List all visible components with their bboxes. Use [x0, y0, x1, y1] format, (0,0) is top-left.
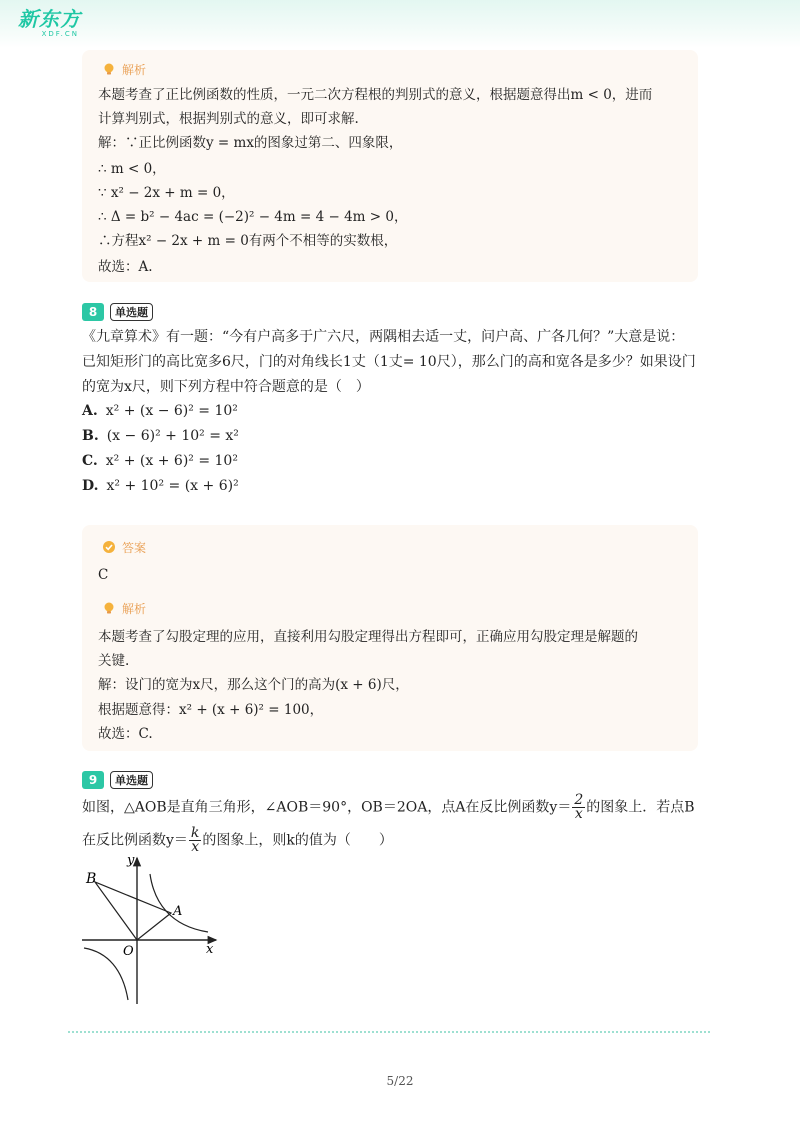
q7-analysis-line-7: ∴方程x² − 2x + m = 0有两个不相等的实数根， — [98, 233, 398, 249]
q8-answer-heading: 答案 — [102, 538, 146, 556]
q8-analysis-line-1: 本题考查了勾股定理的应用，直接利用勾股定理得出方程即可，正确应用勾股定理是解题的 — [98, 629, 638, 645]
q7-analysis-line-6: ∴ Δ = b² − 4ac = (−2)² − 4m = 4 − 4m > 0， — [98, 209, 408, 225]
triangle-aob — [95, 882, 171, 940]
fraction-2-over-x: $\frac{2}{x}$ — [574, 792, 584, 822]
header-band — [0, 0, 800, 48]
fraction-k-over-x: $\frac{k}{x}$ — [190, 825, 200, 855]
q7-analysis-line-5: ∵ x² − 2x + m = 0， — [98, 185, 235, 201]
q8-option-a[interactable]: A. x² + (x − 6)² = 10² — [82, 403, 238, 419]
lightbulb-icon — [102, 62, 116, 76]
q8-analysis-line-4: 根据题意得：x² + (x + 6)² = 100， — [98, 702, 324, 718]
q9-header — [82, 771, 153, 789]
label-o: O — [123, 944, 134, 959]
q8-option-c[interactable]: C. x² + (x + 6)² = 10² — [82, 453, 238, 469]
brand-logo — [18, 8, 81, 38]
q8-stem-line-3: 的宽为x尺，则下列方程中符合题意的是（ ） — [82, 379, 370, 395]
q8-stem-line-1: 《九章算术》有一题：“今有户高多于广六尺，两隅相去适一丈，问户高、广各几何？”大意是说： — [82, 329, 685, 345]
q8-answer-value: C — [98, 567, 109, 583]
q7-analysis-line-8: 故选：A. — [98, 259, 153, 275]
label-b: B — [86, 871, 97, 887]
q7-analysis-line-3: 解：∵正比例函数y = mx的图象过第二、四象限， — [98, 135, 403, 151]
q9-stem-line-2: 在反比例函数y＝ $\frac{k}{x}$ 的图象上，则k的值为（ ） — [82, 825, 393, 855]
q8-option-b[interactable]: B. (x − 6)² + 10² = x² — [82, 428, 239, 444]
lightbulb-icon — [102, 601, 116, 615]
logo-text: 新东方 — [18, 7, 81, 31]
hyperbola-third-quadrant — [84, 948, 128, 1000]
q8-analysis-heading: 解析 — [102, 599, 146, 617]
label-y: y — [127, 853, 135, 868]
q9-stem-line-1: 如图，△AOB是直角三角形，∠AOB＝90°，OB＝2OA，点A在反比例函数y＝ $\frac{2}{x}$ 的图象上．若点B — [82, 792, 695, 822]
q8-stem-line-2: 已知矩形门的高比宽多6尺，门的对角线长1丈（1丈= 10尺），那么门的高和宽各是多少？如果设门 — [82, 354, 696, 370]
q7-analysis-heading: 解析 — [102, 60, 146, 78]
page-number: 5/22 — [386, 1074, 414, 1088]
q9-figure — [78, 852, 228, 1010]
q7-analysis-line-1: 本题考查了正比例函数的性质，一元二次方程根的判别式的意义，根据题意得出m < 0，进而 — [98, 87, 653, 103]
label-a: A — [173, 904, 183, 919]
q8-header — [82, 303, 153, 321]
section-divider — [68, 1031, 710, 1033]
q8-option-d[interactable]: D. x² + 10² = (x + 6)² — [82, 478, 239, 494]
label-x: x — [206, 942, 214, 957]
question-number: 9 — [82, 771, 104, 789]
question-type-badge: 单选题 — [110, 771, 153, 789]
q8-analysis-line-2: 关键. — [98, 653, 130, 669]
question-number: 8 — [82, 303, 104, 321]
question-type-badge: 单选题 — [110, 303, 153, 321]
logo-subtext: XDF.CN — [41, 30, 79, 38]
check-circle-icon — [102, 540, 116, 554]
q8-analysis-line-5: 故选：C. — [98, 726, 153, 742]
q7-analysis-line-4: ∴ m < 0， — [98, 161, 166, 177]
q8-analysis-line-3: 解：设门的宽为x尺，那么这个门的高为(x + 6)尺， — [98, 677, 409, 693]
q7-analysis-line-2: 计算判别式，根据判别式的意义，即可求解. — [98, 111, 359, 127]
